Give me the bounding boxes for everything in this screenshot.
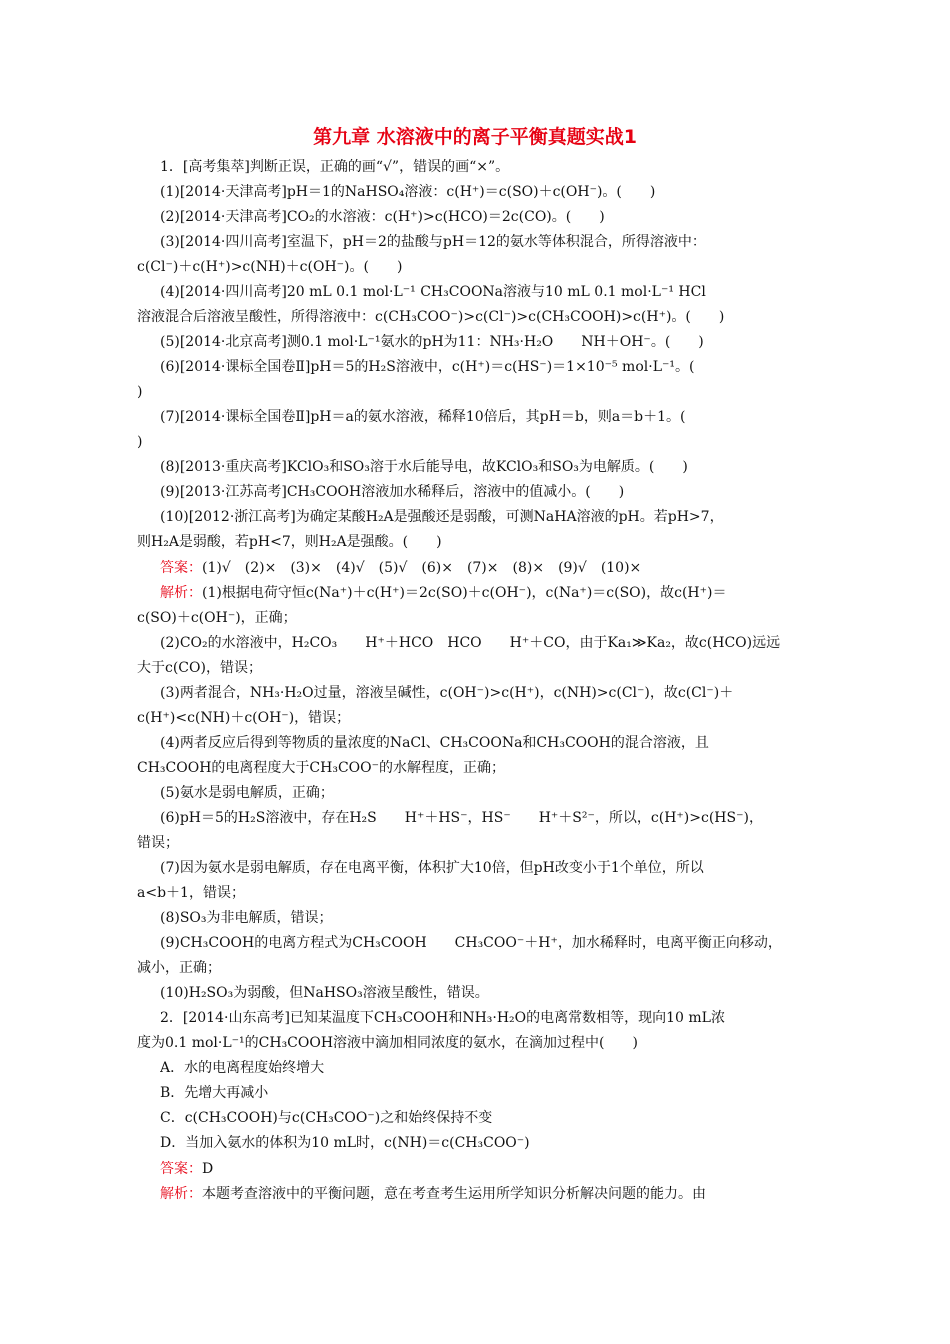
chapter-title: 第九章 水溶液中的离子平衡真题实战1 [313, 126, 637, 148]
question-1-item-2: (2)[2014·天津高考]CO₂的水溶液：c(H⁺)>c(HCO)＝2c(CO)。( ) [160, 209, 605, 225]
analysis-text: 本题考查溶液中的平衡问题，意在考查考生运用所学知识分析解决问题的能力。由 [202, 1186, 706, 1202]
analysis-label: 解析： [160, 1186, 202, 1202]
answer-line-2 [160, 1157, 814, 1181]
analysis-5: (5)氨水是弱电解质，正确； [160, 785, 334, 801]
analysis-2: (2)CO₂的水溶液中，H₂CO₃ H⁺＋HCO HCO H⁺＋CO，由于Ka₁≫Ka₂，故c(HCO)远远 [160, 635, 781, 651]
question-1-item-3: (3)[2014·四川高考]室温下，pH＝2的盐酸与pH＝12的氨水等体积混合，所得溶液中： [160, 234, 706, 250]
analysis-label: 解析： [160, 585, 202, 601]
option-b: B．先增大再减小 [160, 1085, 269, 1101]
question-1-item-3-cont: c(Cl⁻)＋c(H⁺)>c(NH)＋c(OH⁻)。( ) [137, 259, 403, 275]
question-1-item-4-cont: 溶液混合后溶液呈酸性，所得溶液中：c(CH₃COO⁻)>c(Cl⁻)>c(CH₃COOH)>c(H⁺)。( ) [137, 309, 725, 325]
question-1-item-4: (4)[2014·四川高考]20 mL 0.1 mol·L⁻¹ CH₃COONa溶液与10 mL 0.1 mol·L⁻¹ HCl [160, 284, 706, 300]
question-1-item-9: (9)[2013·江苏高考]CH₃COOH溶液加水稀释后，溶液中的值减小。( ) [160, 484, 625, 500]
question-1-item-8: (8)[2013·重庆高考]KClO₃和SO₃溶于水后能导电，故KClO₃和SO₃为电解质。( ) [160, 459, 688, 475]
question-1-item-1: (1)[2014·天津高考]pH＝1的NaHSO₄溶液：c(H⁺)＝c(SO)＋c(OH⁻)。( ) [160, 184, 656, 200]
answer-label: 答案： [160, 1161, 202, 1177]
question-1-item-6: (6)[2014·课标全国卷Ⅱ]pH＝5的H₂S溶液中，c(H⁺)＝c(HS⁻)＝1×10⁻⁵ mol·L⁻¹。( [160, 359, 695, 375]
analysis-line-1 [160, 581, 814, 605]
analysis-9: (9)CH₃COOH的电离方程式为CH₃COOH CH₃COO⁻＋H⁺，加水稀释时，电离平衡正向移动， [160, 935, 782, 951]
analysis-line-2 [160, 1182, 814, 1206]
analysis-text: (1)根据电荷守恒c(Na⁺)＋c(H⁺)＝2c(SO)＋c(OH⁻)，c(Na⁺)＝c(SO)，故c(H⁺)＝ [202, 585, 727, 601]
question-1-item-10: (10)[2012·浙江高考]为确定某酸H₂A是强酸还是弱酸，可测NaHA溶液的pH。若pH>7， [160, 509, 724, 525]
answer-text: (1)√ (2)× (3)× (4)√ (5)√ (6)× (7)× (8)× (9)√ (10)× [202, 560, 642, 576]
analysis-9-cont: 减小，正确； [137, 960, 221, 976]
answer-line-1 [160, 556, 814, 580]
option-c: C．c(CH₃COOH)与c(CH₃COO⁻)之和始终保持不变 [160, 1110, 493, 1126]
analysis-2-cont: 大于c(CO)，错误； [137, 660, 262, 676]
question-1-item-7-cont: ) [137, 434, 143, 450]
question-2: 2．[2014·山东高考]已知某温度下CH₃COOH和NH₃·H₂O的电离常数相等，现向10 mL浓 [160, 1010, 725, 1026]
option-a: A．水的电离程度始终增大 [160, 1060, 325, 1076]
analysis-6: (6)pH＝5的H₂S溶液中，存在H₂S H⁺＋HS⁻，HS⁻ H⁺＋S²⁻，所以，c(H⁺)>c(HS⁻)， [160, 810, 763, 826]
question-2-cont: 度为0.1 mol·L⁻¹的CH₃COOH溶液中滴加相同浓度的氨水，在滴加过程中( ) [137, 1035, 638, 1051]
analysis-3-cont: c(H⁺)<c(NH)＋c(OH⁻)，错误； [137, 710, 351, 726]
analysis-1-cont: c(SO)＋c(OH⁻)，正确； [137, 610, 297, 626]
analysis-8: (8)SO₃为非电解质，错误； [160, 910, 333, 926]
analysis-6-cont: 错误； [137, 835, 179, 851]
question-1-item-7: (7)[2014·课标全国卷Ⅱ]pH＝a的氨水溶液，稀释10倍后，其pH＝b，则a＝b＋1。( [160, 409, 686, 425]
analysis-7-cont: a<b＋1，错误； [137, 885, 245, 901]
answer-text: D [202, 1161, 214, 1177]
analysis-7: (7)因为氨水是弱电解质，存在电离平衡，体积扩大10倍，但pH改变小于1个单位，所以 [160, 860, 704, 876]
option-d: D．当加入氨水的体积为10 mL时，c(NH)＝c(CH₃COO⁻) [160, 1135, 530, 1151]
question-1-item-10-cont: 则H₂A是弱酸，若pH<7，则H₂A是强酸。( ) [137, 534, 442, 550]
answer-label: 答案： [160, 560, 202, 576]
question-1-item-5: (5)[2014·北京高考]测0.1 mol·L⁻¹氨水的pH为11：NH₃·H₂O NH＋OH⁻。( ) [160, 334, 704, 350]
analysis-10: (10)H₂SO₃为弱酸，但NaHSO₃溶液呈酸性，错误。 [160, 985, 489, 1001]
analysis-4: (4)两者反应后得到等物质的量浓度的NaCl、CH₃COONa和CH₃COOH的混合溶液，且 [160, 735, 709, 751]
question-1-item-6-cont: ) [137, 384, 143, 400]
analysis-4-cont: CH₃COOH的电离程度大于CH₃COO⁻的水解程度，正确； [137, 760, 505, 776]
question-1-intro: 1．[高考集萃]判断正误，正确的画“√”，错误的画“×”。 [160, 159, 510, 175]
analysis-3: (3)两者混合，NH₃·H₂O过量，溶液呈碱性，c(OH⁻)>c(H⁺)，c(NH)>c(Cl⁻)，故c(Cl⁻)＋ [160, 685, 734, 701]
